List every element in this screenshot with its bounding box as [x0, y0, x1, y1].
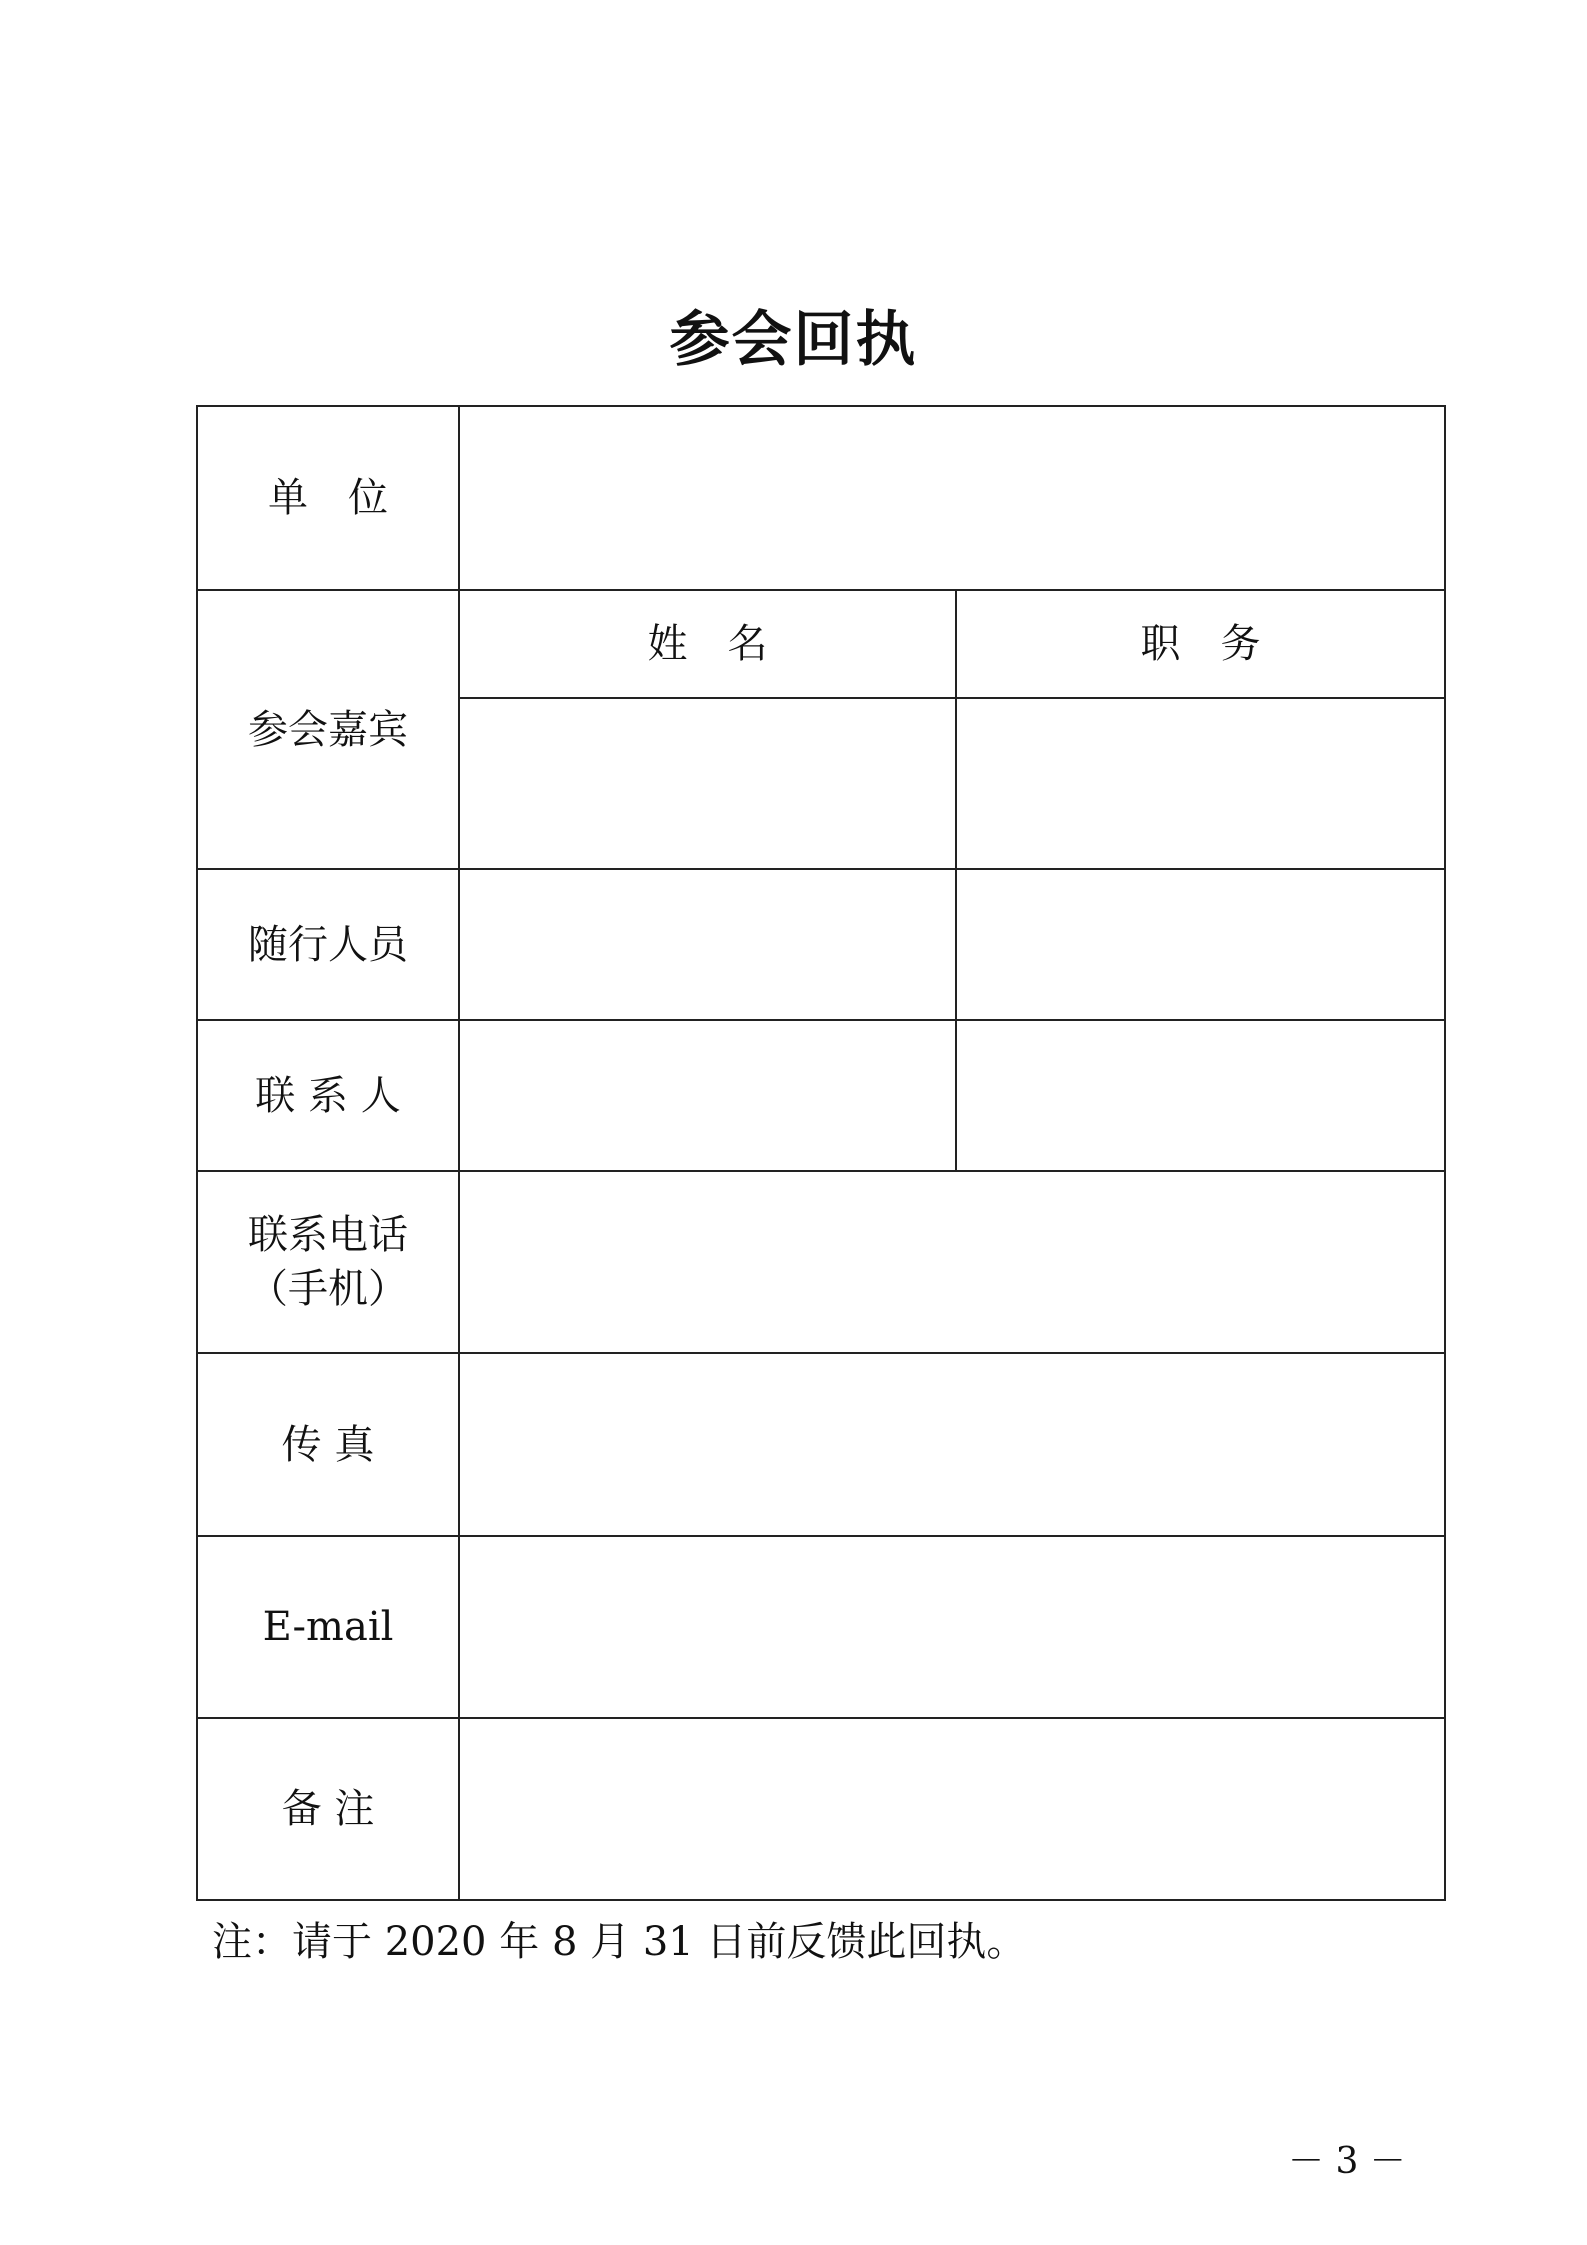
guests-header-row	[197, 590, 1445, 698]
remarks-label: 备 注	[281, 1786, 375, 1832]
contact-name-field[interactable]	[459, 1020, 956, 1171]
page-number: － 3 －	[1288, 2141, 1406, 2182]
entourage-name-field[interactable]	[459, 869, 956, 1020]
name-header: 姓 名	[647, 621, 768, 667]
unit-row	[197, 406, 1445, 590]
phone-label-line1: 联系电话	[248, 1212, 408, 1258]
entourage-label-cell	[197, 869, 459, 1020]
email-field[interactable]	[459, 1536, 1445, 1718]
guests-label-cell	[197, 590, 459, 869]
entourage-label: 随行人员	[248, 921, 408, 968]
guest-position-field[interactable]	[956, 698, 1445, 869]
contact-label: 联 系 人	[255, 1072, 401, 1119]
phone-label-cell	[197, 1171, 459, 1353]
phone-label-line2: （手机）	[248, 1266, 408, 1312]
position-header-cell	[956, 590, 1445, 698]
registration-form	[196, 405, 1446, 1901]
contact-row	[197, 1020, 1445, 1171]
unit-field[interactable]	[459, 406, 1445, 590]
contact-position-field[interactable]	[956, 1020, 1445, 1171]
fax-label: 传 真	[281, 1421, 375, 1468]
remarks-field[interactable]	[459, 1718, 1445, 1900]
email-row	[197, 1536, 1445, 1718]
entourage-position-field[interactable]	[956, 869, 1445, 1020]
name-header-cell	[459, 590, 956, 698]
page-title: 参会回执	[669, 305, 918, 375]
remarks-row	[197, 1718, 1445, 1900]
email-label-cell	[197, 1536, 459, 1718]
unit-label-cell	[197, 406, 459, 590]
remarks-label-cell	[197, 1718, 459, 1900]
contact-label-cell	[197, 1020, 459, 1171]
position-header: 职 务	[1140, 621, 1261, 667]
phone-row	[197, 1171, 1445, 1353]
fax-label-cell	[197, 1353, 459, 1536]
phone-field[interactable]	[459, 1171, 1445, 1353]
fax-field[interactable]	[459, 1353, 1445, 1536]
unit-label: 单 位	[268, 475, 388, 521]
entourage-row	[197, 869, 1445, 1020]
guest-name-field[interactable]	[459, 698, 956, 869]
guests-label: 参会嘉宾	[248, 706, 408, 753]
email-label: E-mail	[262, 1604, 394, 1650]
fax-row	[197, 1353, 1445, 1536]
deadline-note: 注：请于 2020 年 8 月 31 日前反馈此回执。	[212, 1919, 1027, 1965]
